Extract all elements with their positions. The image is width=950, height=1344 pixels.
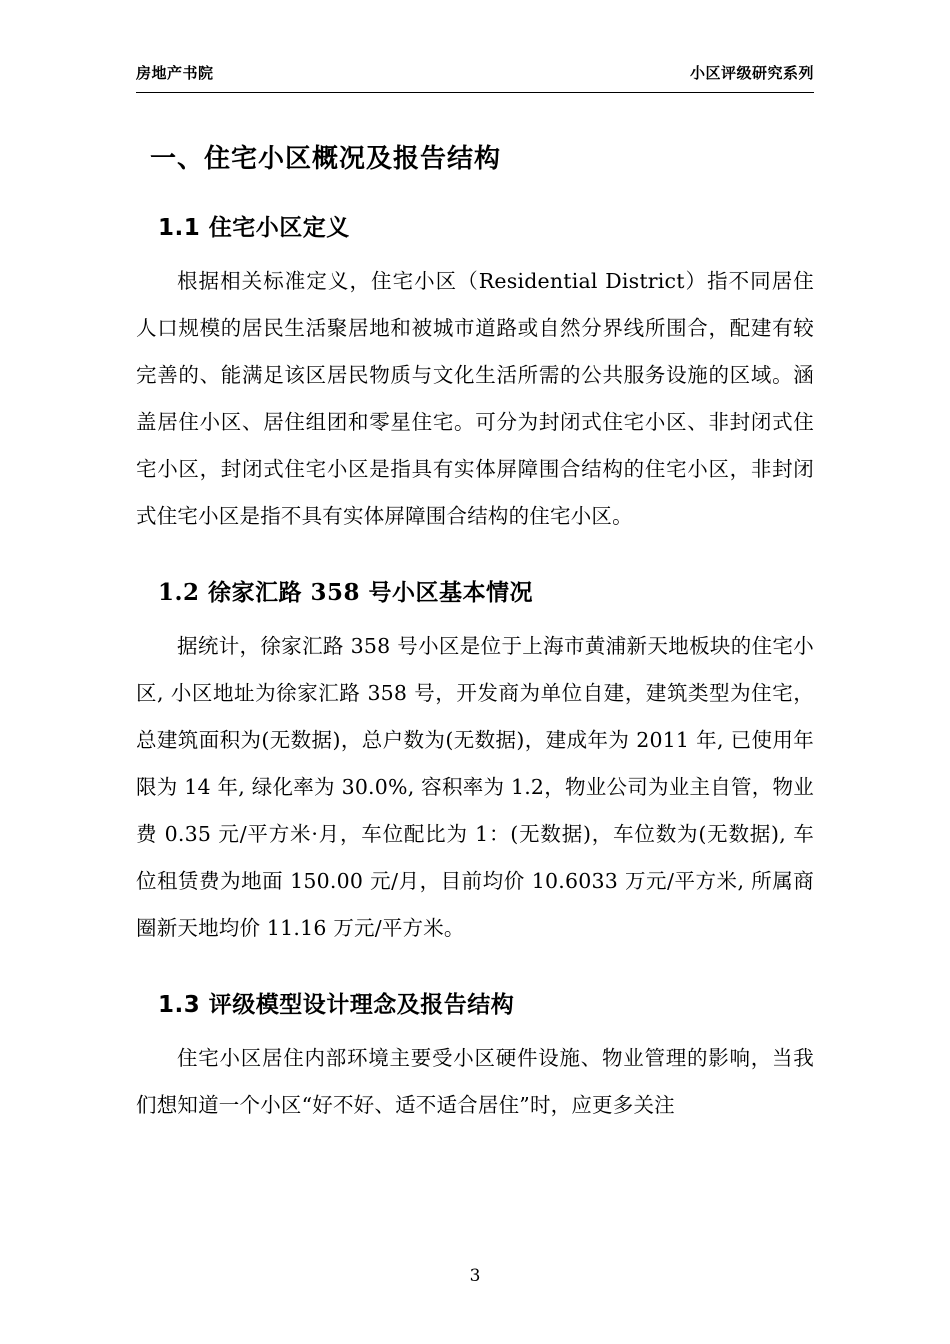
page-header bbox=[136, 62, 814, 83]
section-heading-1-2: 1.2 徐家汇路 358 号小区基本情况 bbox=[158, 579, 534, 606]
section-body-1-1: 根据相关标准定义，住宅小区（Residential District）指不同居住人口规模的居民生活聚居地和被城市道路或自然分界线所围合，配建有较完善的、能满足该区居民物质与文化生活所需的公共服务设施的区域。涵盖居住小区、居住组团和零星住宅。可分为封闭式住宅小区、非封闭式住宅小区，封闭式住宅小区是指具有实体屏障围合结构的住宅小区，非封闭式住宅小区是指不具有实体屏障围合结构的住宅小区。 bbox=[136, 269, 814, 528]
section-heading-1-3: 1.3 评级模型设计理念及报告结构 bbox=[158, 992, 515, 1018]
page-footer bbox=[0, 1266, 950, 1286]
header-divider bbox=[136, 92, 814, 93]
chapter-title: 一、住宅小区概况及报告结构 bbox=[150, 144, 502, 174]
section-body-1-3: 住宅小区居住内部环境主要受小区硬件设施、物业管理的影响，当我们想知道一个小区“好不好、适不适合居住”时，应更多关注 bbox=[136, 1046, 814, 1117]
page-number: 3 bbox=[469, 1266, 481, 1286]
page-content bbox=[136, 124, 814, 1129]
section-body-1-2: 据统计，徐家汇路 358 号小区是位于上海市黄浦新天地板块的住宅小区, 小区地址为徐家汇路 358 号，开发商为单位自建，建筑类型为住宅，总建筑面积为(无数据)，总户数为(无数据)，建成年为 2011 年, 已使用年限为 14 年, 绿化率为 30.0%, 容积率为 1.2，物业公司为业主自管，物业费 0.35 元/平方米·月，车位配比为 1：(无数据)，车位数为(无数据), 车位租赁费为地面 150.00 元/月，目前均价 10.6033 万元/平方米, 所属商圈新天地均价 11.16 万元/平方米。 bbox=[136, 634, 814, 940]
section-heading-1-1: 1.1 住宅小区定义 bbox=[158, 215, 350, 241]
header-right-text: 小区评级研究系列 bbox=[689, 64, 814, 82]
header-left-text: 房地产书院 bbox=[136, 64, 214, 82]
